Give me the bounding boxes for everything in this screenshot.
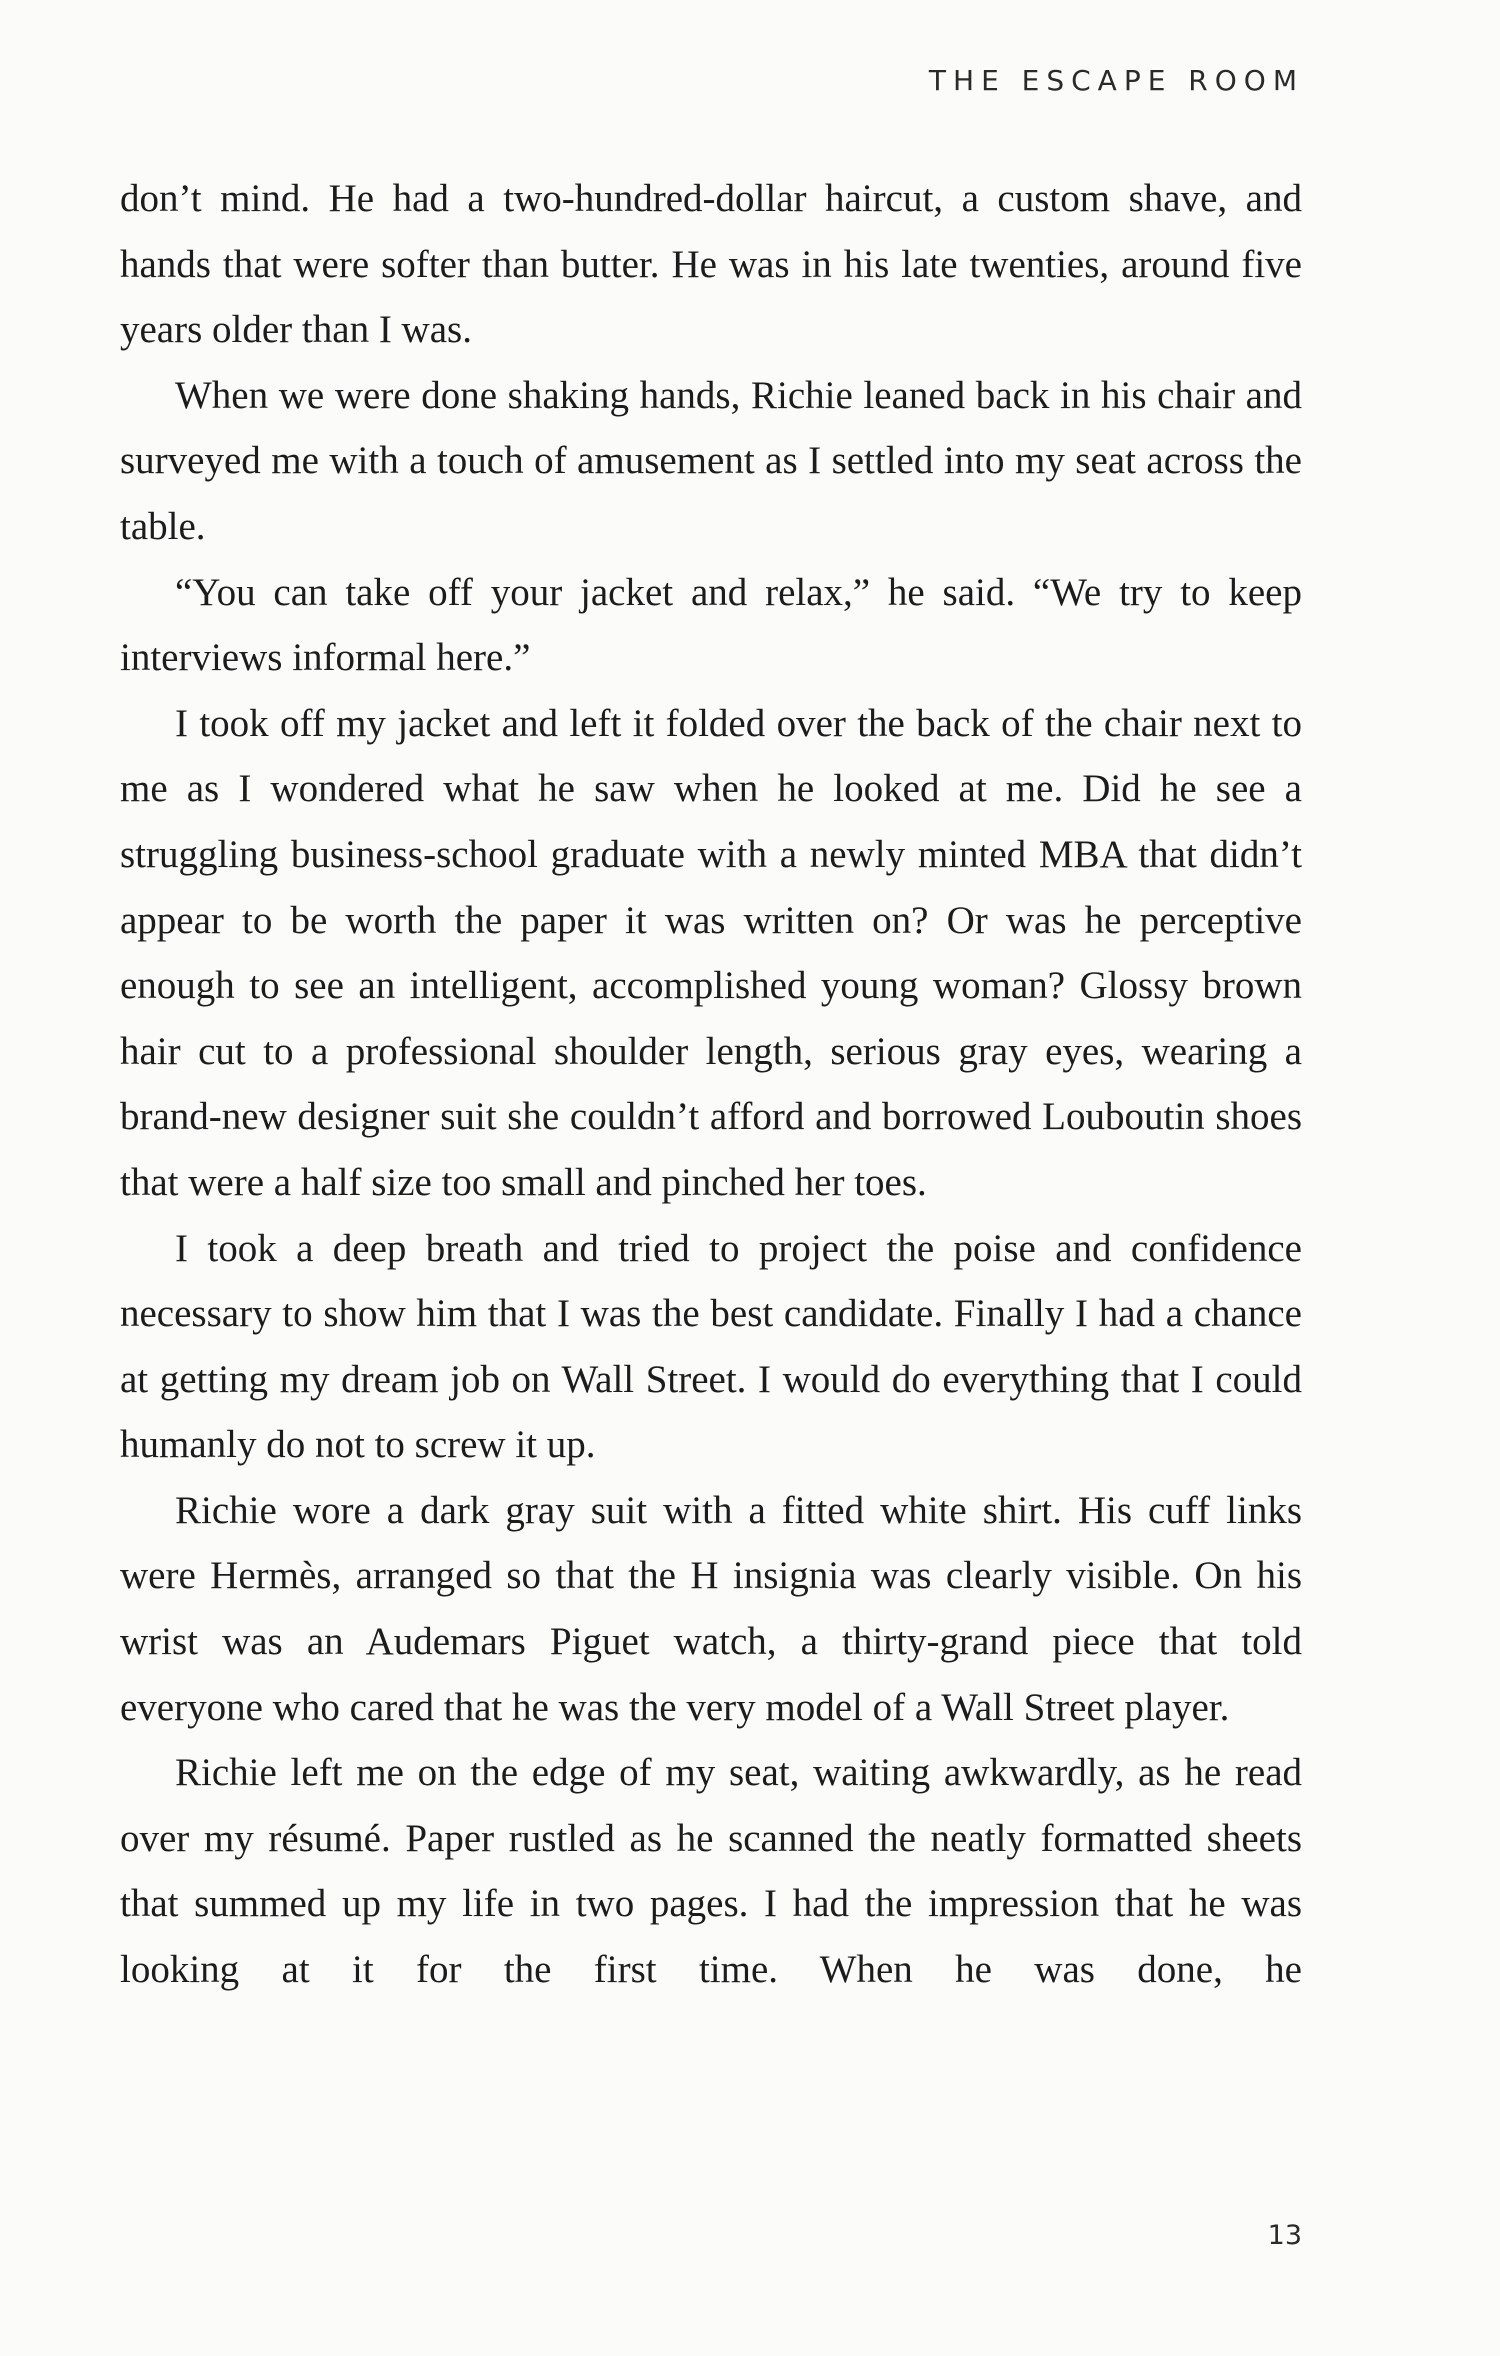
paragraph-7: Richie left me on the edge of my seat, waiting awkwardly, as he read over my résumé. Paper rustled as he scanned the neatly formatted sheets that summed up my life in two pages. I had the impression that he was looking at it for the first time. When he was done, he	[120, 1751, 1302, 1992]
paragraph-5: I took a deep breath and tried to project the poise and confidence necessary to show him that I was the best candidate. Finally I had a chance at getting my dream job on Wall Street. I would do everything that I could humanly do not to screw it up.	[120, 1226, 1302, 1467]
paragraph-1: don’t mind. He had a two-hundred-dollar haircut, a custom shave, and hands that were softer than butter. He was in his late twenties, around five years older than I was.	[120, 177, 1302, 352]
paragraph-3: “You can take off your jacket and relax,” he said. “We try to keep interviews informal here.”	[120, 570, 1302, 680]
paragraph-6: Richie wore a dark gray suit with a fitted white shirt. His cuff links were Hermès, arranged so that the H insignia was clearly visible. On his wrist was an Audemars Piguet watch, a thirty-grand piece that told everyone who cared that he was the very model of a Wall Street player.	[120, 1488, 1302, 1729]
paragraph-4: I took off my jacket and left it folded over the back of the chair next to me as I wondered what he saw when he looked at me. Did he see a struggling business-school graduate with a newly minted MBA that didn’t appear to be worth the paper it was written on? Or was he perceptive enough to see an intelligent, accomplished young woman? Glossy brown hair cut to a professional shoulder length, serious gray eyes, wearing a brand-new designer suit she couldn’t afford and borrowed Louboutin shoes that were a half size too small and pinched her toes.	[120, 701, 1302, 1204]
running-head: THE ESCAPE ROOM	[928, 64, 1304, 97]
page-number: 13	[1267, 2220, 1302, 2251]
paragraph-2: When we were done shaking hands, Richie leaned back in his chair and surveyed me with a touch of amusement as I settled into my seat across the table.	[120, 373, 1302, 548]
body-text	[120, 166, 1302, 2003]
